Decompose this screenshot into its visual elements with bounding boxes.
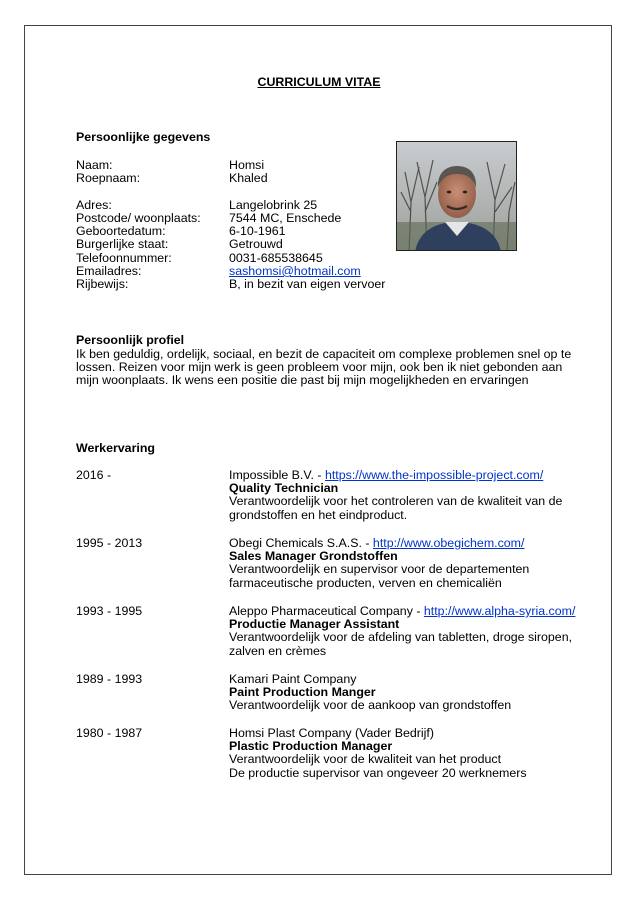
job-role: Productie Manager Assistant [229,617,400,632]
license-value: B, in bezit van eigen vervoer [229,277,386,291]
section-heading-profile: Persoonlijk profiel [76,333,185,347]
civil-status-label: Burgerlijke staat: [76,237,169,251]
job-entry [229,727,527,780]
name-value: Homsi [229,158,265,172]
job-description-line: grondstoffen en het eindproduct. [229,507,408,522]
section-heading-personal: Persoonlijke gegevens [76,130,211,144]
profile-line-2: lossen. Reizen voor mijn werk is geen probleem voor mijn, ook ben ik niet gebonden aan [76,360,563,374]
address-label: Adres: [76,198,112,212]
job-url-link[interactable]: http://www.obegichem.com/ [372,536,525,550]
profile-photo [396,141,517,251]
profile-line-3: mijn woonplaats. Ik wens een positie die past bij mijn mogelijkheden en ervaringen [76,373,529,387]
phone-value: 0031-685538645 [229,251,323,265]
job-company: Obegi Chemicals S.A.S. - [229,536,373,550]
dob-label: Geboortedatum: [76,224,166,238]
job-description-line: Verantwoordelijk voor de kwaliteit van het product [229,752,502,767]
nickname-value: Khaled [229,171,268,185]
job-company: Aleppo Pharmaceutical Company - [229,604,424,618]
email-link[interactable]: sashomsi@hotmail.com [229,264,361,278]
job-description-line: Verantwoordelijk voor de afdeling van tabletten, droge siropen, [229,630,573,645]
job-description-line: De productie supervisor van ongeveer 20 werknemers [229,765,527,780]
postcode-label: Postcode/ woonplaats: [76,211,201,225]
job-period: 1980 - 1987 [76,726,143,740]
job-period: 2016 - [76,468,112,482]
job-entry [229,605,575,658]
job-period: 1993 - 1995 [76,604,143,618]
name-label: Naam: [76,158,113,172]
job-url-link[interactable]: http://www.alpha-syria.com/ [423,604,576,618]
job-role: Sales Manager Grondstoffen [229,549,398,564]
job-entry [229,469,562,522]
job-role: Paint Production Manger [229,685,376,700]
job-entry [229,537,529,590]
phone-label: Telefoonnummer: [76,251,172,265]
job-period: 1989 - 1993 [76,672,143,686]
profile-line-1: Ik ben geduldig, ordelijk, sociaal, en bezit de capaciteit om complexe problemen snel op te [76,347,572,361]
job-description-line: Verantwoordelijk voor het controleren van de kwaliteit van de [229,494,563,509]
job-company: Kamari Paint Company [229,672,357,686]
email-label: Emailadres: [76,264,142,278]
postcode-value: 7544 MC, Enschede [229,211,342,225]
job-entry [229,673,511,713]
address-value: Langelobrink 25 [229,198,318,212]
civil-status-value: Getrouwd [229,237,283,251]
job-company: Homsi Plast Company (Vader Bedrijf) [229,726,434,740]
job-url-link[interactable]: https://www.the-impossible-project.com/ [324,468,544,482]
page-title: CURRICULUM VITAE [257,75,381,89]
job-description-line: Verantwoordelijk voor de aankoop van grondstoffen [229,698,512,713]
job-role: Quality Technician [229,481,339,496]
job-description-line: farmaceutische producten, verven en chemicaliën [229,575,502,590]
section-heading-experience: Werkervaring [76,441,155,455]
job-description-line: zalven en crèmes [229,643,327,658]
job-company: Impossible B.V. - [229,468,325,482]
job-description-line: Verantwoordelijk en supervisor voor de departementen [229,562,530,577]
job-role: Plastic Production Manager [229,739,393,754]
job-period: 1995 - 2013 [76,536,143,550]
dob-value: 6-10-1961 [229,224,286,238]
license-label: Rijbewijs: [76,277,129,291]
nickname-label: Roepnaam: [76,171,141,185]
